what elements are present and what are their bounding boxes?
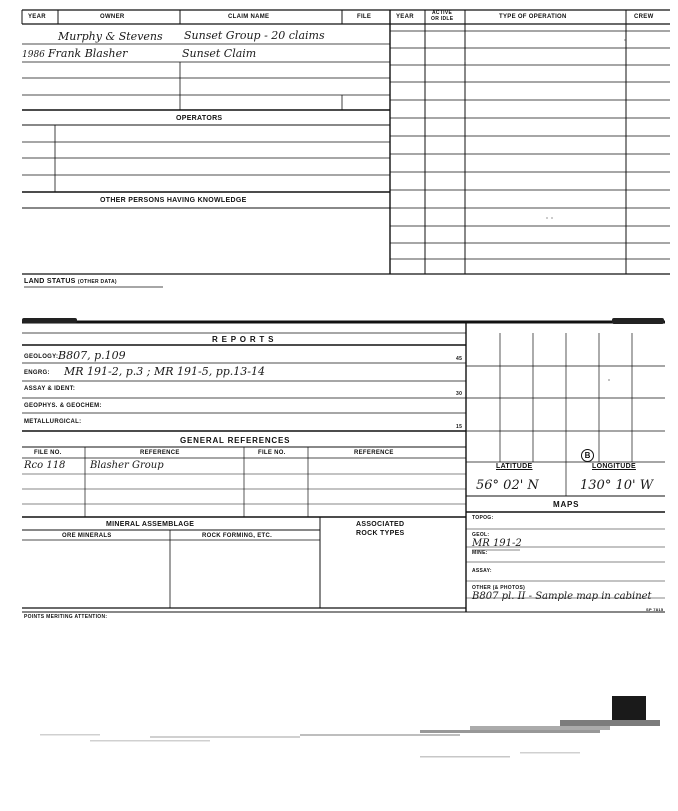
header-type-of-operation: TYPE OF OPERATION xyxy=(499,14,567,20)
gr-row-1-file: Rco 118 xyxy=(24,460,66,471)
mineral-assemblage-title: MINERAL ASSEMBLAGE xyxy=(106,521,195,528)
header-year: YEAR xyxy=(28,14,46,20)
geol-value: MR 191-2 xyxy=(472,538,522,549)
margin-number-15: 15 xyxy=(456,424,463,430)
operators-label: OPERATORS xyxy=(176,115,223,122)
gr-header-reference-1: REFERENCE xyxy=(140,450,180,456)
owner-row-2-owner: Frank Blasher xyxy=(48,47,128,60)
scan-smudge-top xyxy=(22,318,77,323)
maps-label: MAPS xyxy=(553,500,580,509)
header-file: FILE xyxy=(357,14,372,20)
other-photos-label: OTHER (& PHOTOS) xyxy=(472,585,526,591)
geol-label: GEOL: xyxy=(472,532,490,538)
header-or-idle: OR IDLE xyxy=(431,16,454,22)
scan-noise-bottom xyxy=(0,690,678,790)
longitude-value: 130° 10' W xyxy=(580,478,654,493)
gr-row-1-reference: Blasher Group xyxy=(90,460,164,471)
rock-forming-label: ROCK FORMING, ETC. xyxy=(202,533,273,539)
margin-number-45: 45 xyxy=(456,356,463,362)
form-number: SP 7815 xyxy=(646,607,664,612)
topog-label: TOPOG: xyxy=(472,515,494,521)
mine-label: MINE: xyxy=(472,550,488,556)
rock-types-label: ROCK TYPES xyxy=(356,530,405,537)
gr-header-reference-2: REFERENCE xyxy=(354,450,394,456)
gr-header-file-no-2: FILE NO. xyxy=(258,450,286,456)
engrg-label: ENGRG: xyxy=(24,370,50,376)
land-status-sub: (OTHER DATA) xyxy=(77,279,117,285)
engrg-value: MR 191-2, p.3 ; MR 191-5, pp.13-14 xyxy=(64,365,266,378)
gr-header-file-no-1: FILE NO. xyxy=(34,450,62,456)
points-meriting-attention-label: POINTS MERITING ATTENTION: xyxy=(24,614,108,620)
metallurgical-label: METALLURGICAL: xyxy=(24,419,82,425)
header-crew: CREW xyxy=(634,14,654,20)
header-owner: OWNER xyxy=(100,14,125,20)
land-status-label xyxy=(24,278,117,286)
owner-row-2-claim: Sunset Claim xyxy=(182,47,257,60)
longitude-label: LONGITUDE xyxy=(592,463,636,470)
latitude-label: LATITUDE xyxy=(496,463,533,470)
other-photos-value: B807 pl. II - Sample map in cabinet xyxy=(472,591,652,602)
location-marker-letter: B xyxy=(584,451,591,460)
land-status-text: LAND STATUS xyxy=(24,278,76,285)
header-active: ACTIVE xyxy=(432,10,453,16)
header-year-right: YEAR xyxy=(396,14,414,20)
reports-title: R E P O R T S xyxy=(212,335,275,344)
geology-label: GEOLOGY: xyxy=(24,354,59,360)
assay-ident-label: ASSAY & IDENT: xyxy=(24,386,76,392)
latitude-value: 56° 02' N xyxy=(476,478,539,493)
other-persons-label: OTHER PERSONS HAVING KNOWLEDGE xyxy=(100,197,247,204)
associated-label: ASSOCIATED xyxy=(356,521,405,528)
geology-value: B807, p.109 xyxy=(58,349,126,362)
scan-smudge-right xyxy=(612,318,664,324)
geophys-label: GEOPHYS. & GEOCHEM: xyxy=(24,403,102,409)
owner-row-1-owner: Murphy & Stevens xyxy=(58,30,163,43)
margin-number-30: 30 xyxy=(456,391,463,397)
location-marker-circle xyxy=(581,449,594,462)
header-claim-name: CLAIM NAME xyxy=(228,14,270,20)
assay-map-label: ASSAY: xyxy=(472,568,492,574)
owner-row-2-year: 1986 xyxy=(22,50,45,60)
ore-minerals-label: ORE MINERALS xyxy=(62,533,112,539)
general-references-title: GENERAL REFERENCES xyxy=(180,436,291,445)
owner-row-1-claim: Sunset Group - 20 claims xyxy=(184,29,325,42)
